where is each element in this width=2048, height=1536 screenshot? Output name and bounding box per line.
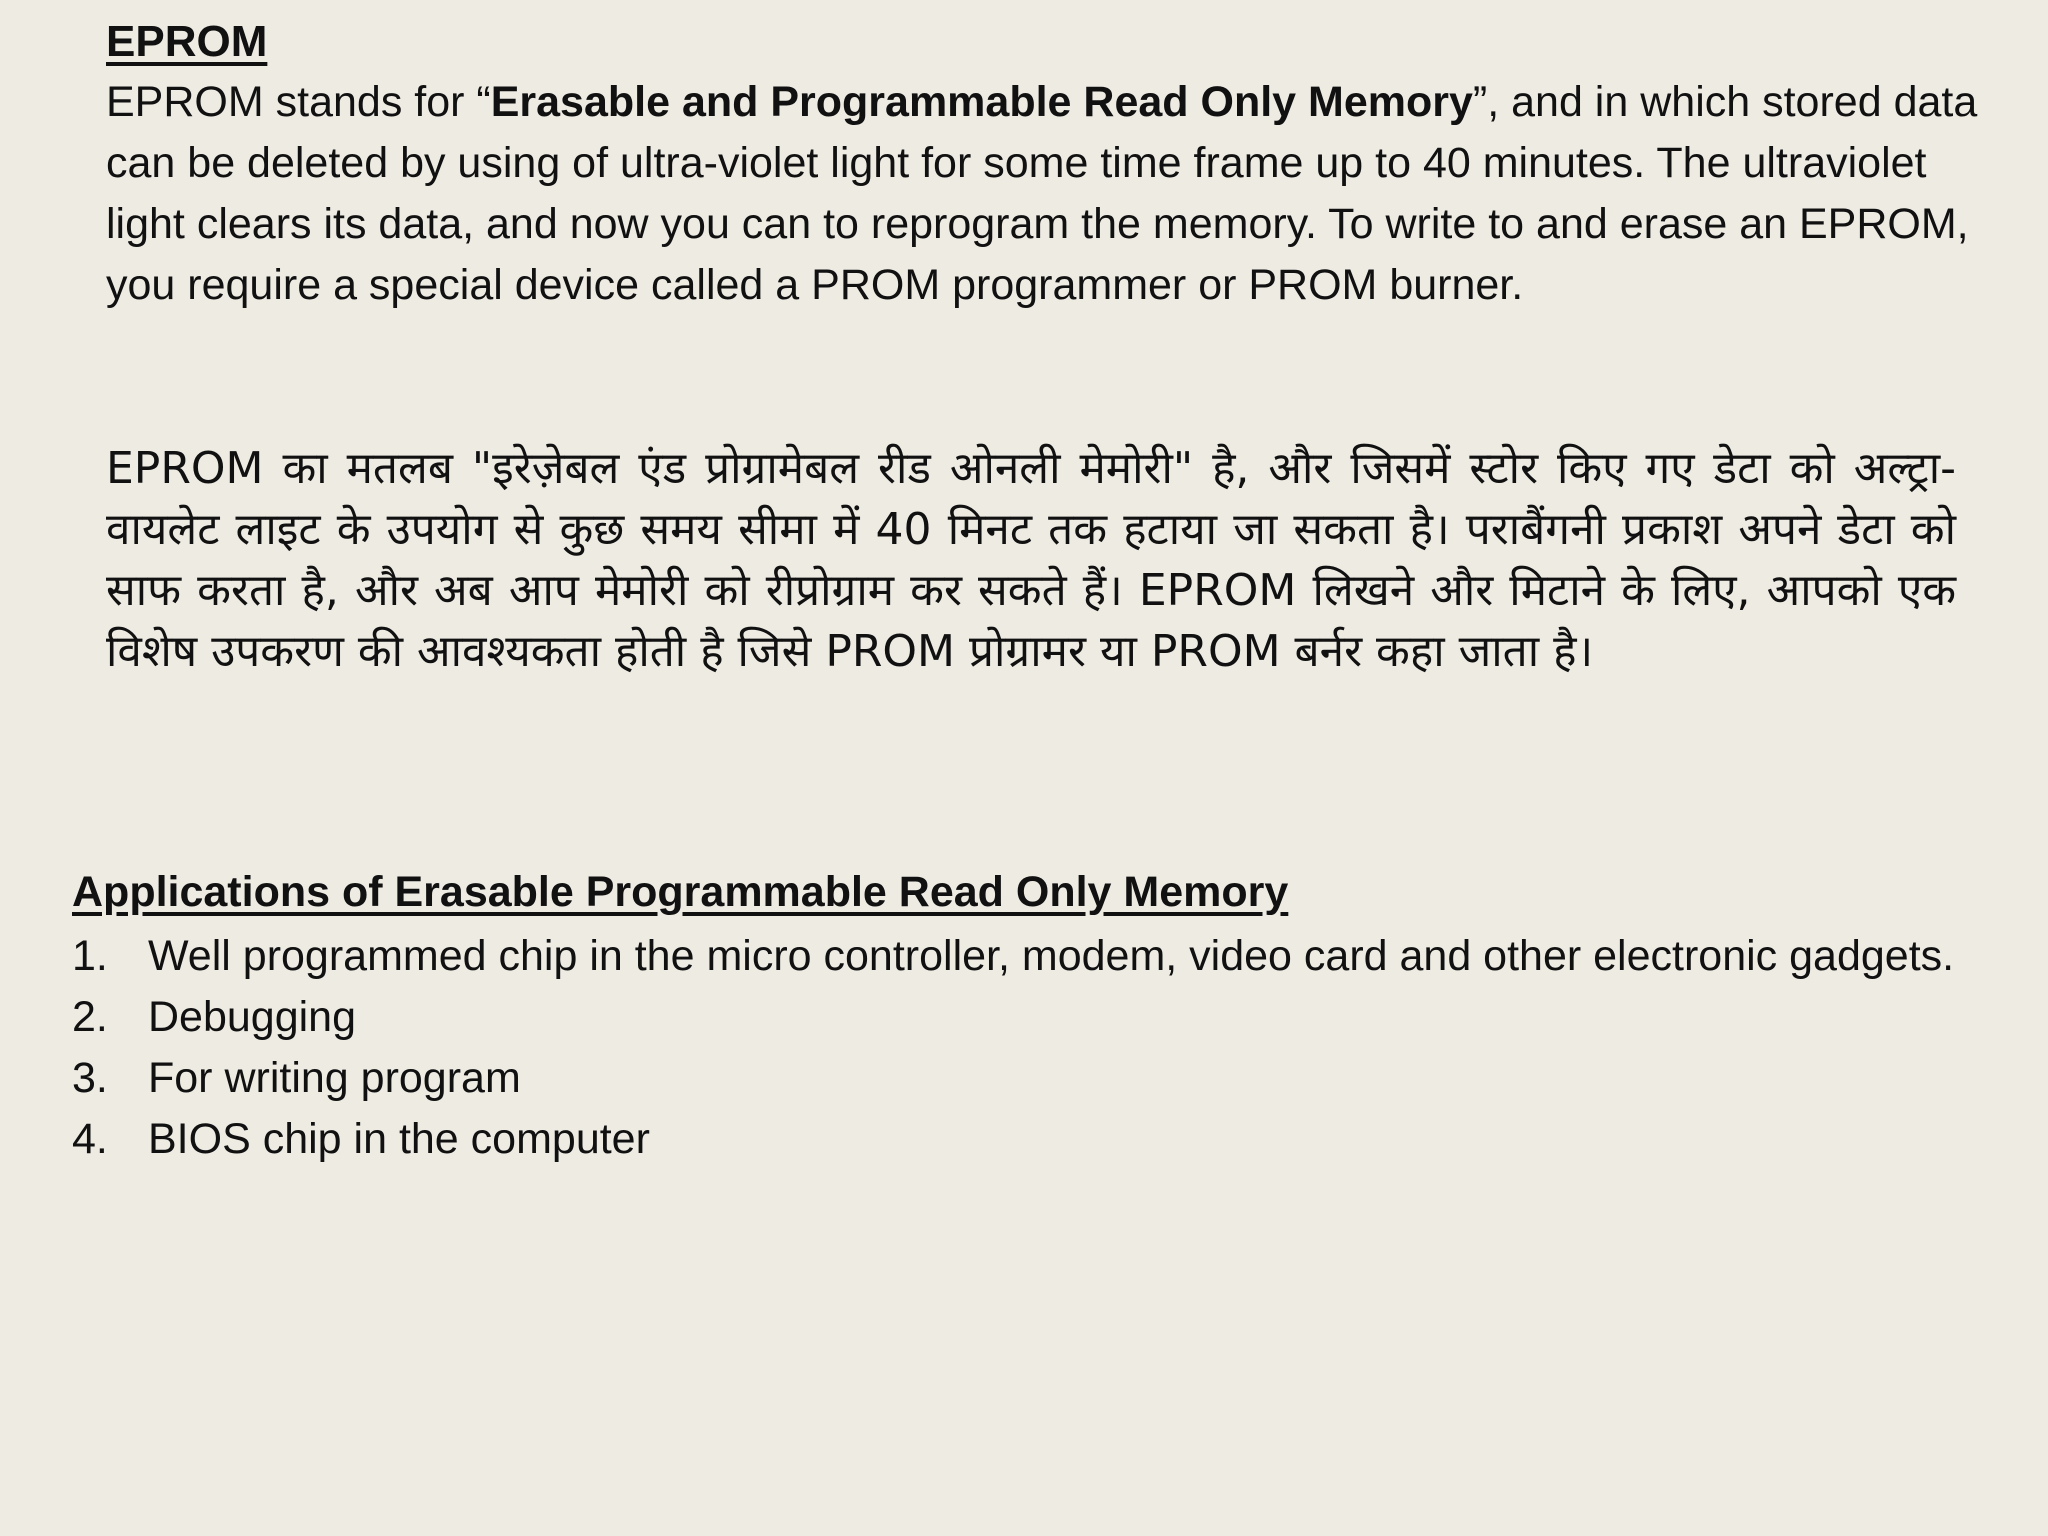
list-item — [72, 987, 1972, 1048]
list-item-number: 2. — [72, 993, 108, 1041]
applications-list — [72, 926, 1972, 1170]
english-bold-term: Erasable and Programmable Read Only Memory — [490, 78, 1473, 126]
english-paragraph — [106, 72, 2006, 316]
list-item-text: Debugging — [148, 993, 357, 1041]
list-item-number: 4. — [72, 1115, 108, 1163]
list-item — [72, 1048, 1972, 1109]
english-rest: ”, and in which stored data can be deleted by using of ultra-violet light for some time frame up to 40 minutes. The ultraviolet light clears its data, and now you can to reprogram the memory. To write to and erase an EPROM, you require a special device called a PROM programmer or PROM burner. — [106, 78, 1978, 309]
list-item-number: 3. — [72, 1054, 108, 1102]
list-item-text: For writing program — [148, 1054, 521, 1102]
english-lead: EPROM stands for “ — [106, 78, 491, 126]
list-item — [72, 926, 1972, 987]
hindi-paragraph: EPROM का मतलब "इरेज़ेबल एंड प्रोग्रामेबल रीड ओनली मेमोरी" है, और जिसमें स्टोर किए गए डेटा को अल्ट्रा-वायलेट लाइट के उपयोग से कुछ समय सीमा में 40 मिनट तक हटाया जा सकता है। पराबैंगनी प्रकाश अपने डेटा को साफ करता है, और अब आप मेमोरी को रीप्रोग्राम कर सकते हैं। EPROM लिखने और मिटाने के लिए, आपको एक विशेष उपकरण की आवश्यकता होती है जिसे PROM प्रोग्रामर या PROM बर्नर कहा जाता है। — [106, 443, 1957, 677]
list-item-number: 1. — [72, 932, 108, 980]
applications-heading: Applications of Erasable Programmable Read Only Memory — [72, 868, 1289, 916]
list-item-text: BIOS chip in the computer — [148, 1115, 650, 1163]
slide-title: EPROM — [106, 17, 268, 66]
list-item-text: Well programmed chip in the micro controller, modem, video card and other electronic gadgets. — [148, 932, 1955, 980]
list-item — [72, 1109, 1972, 1170]
